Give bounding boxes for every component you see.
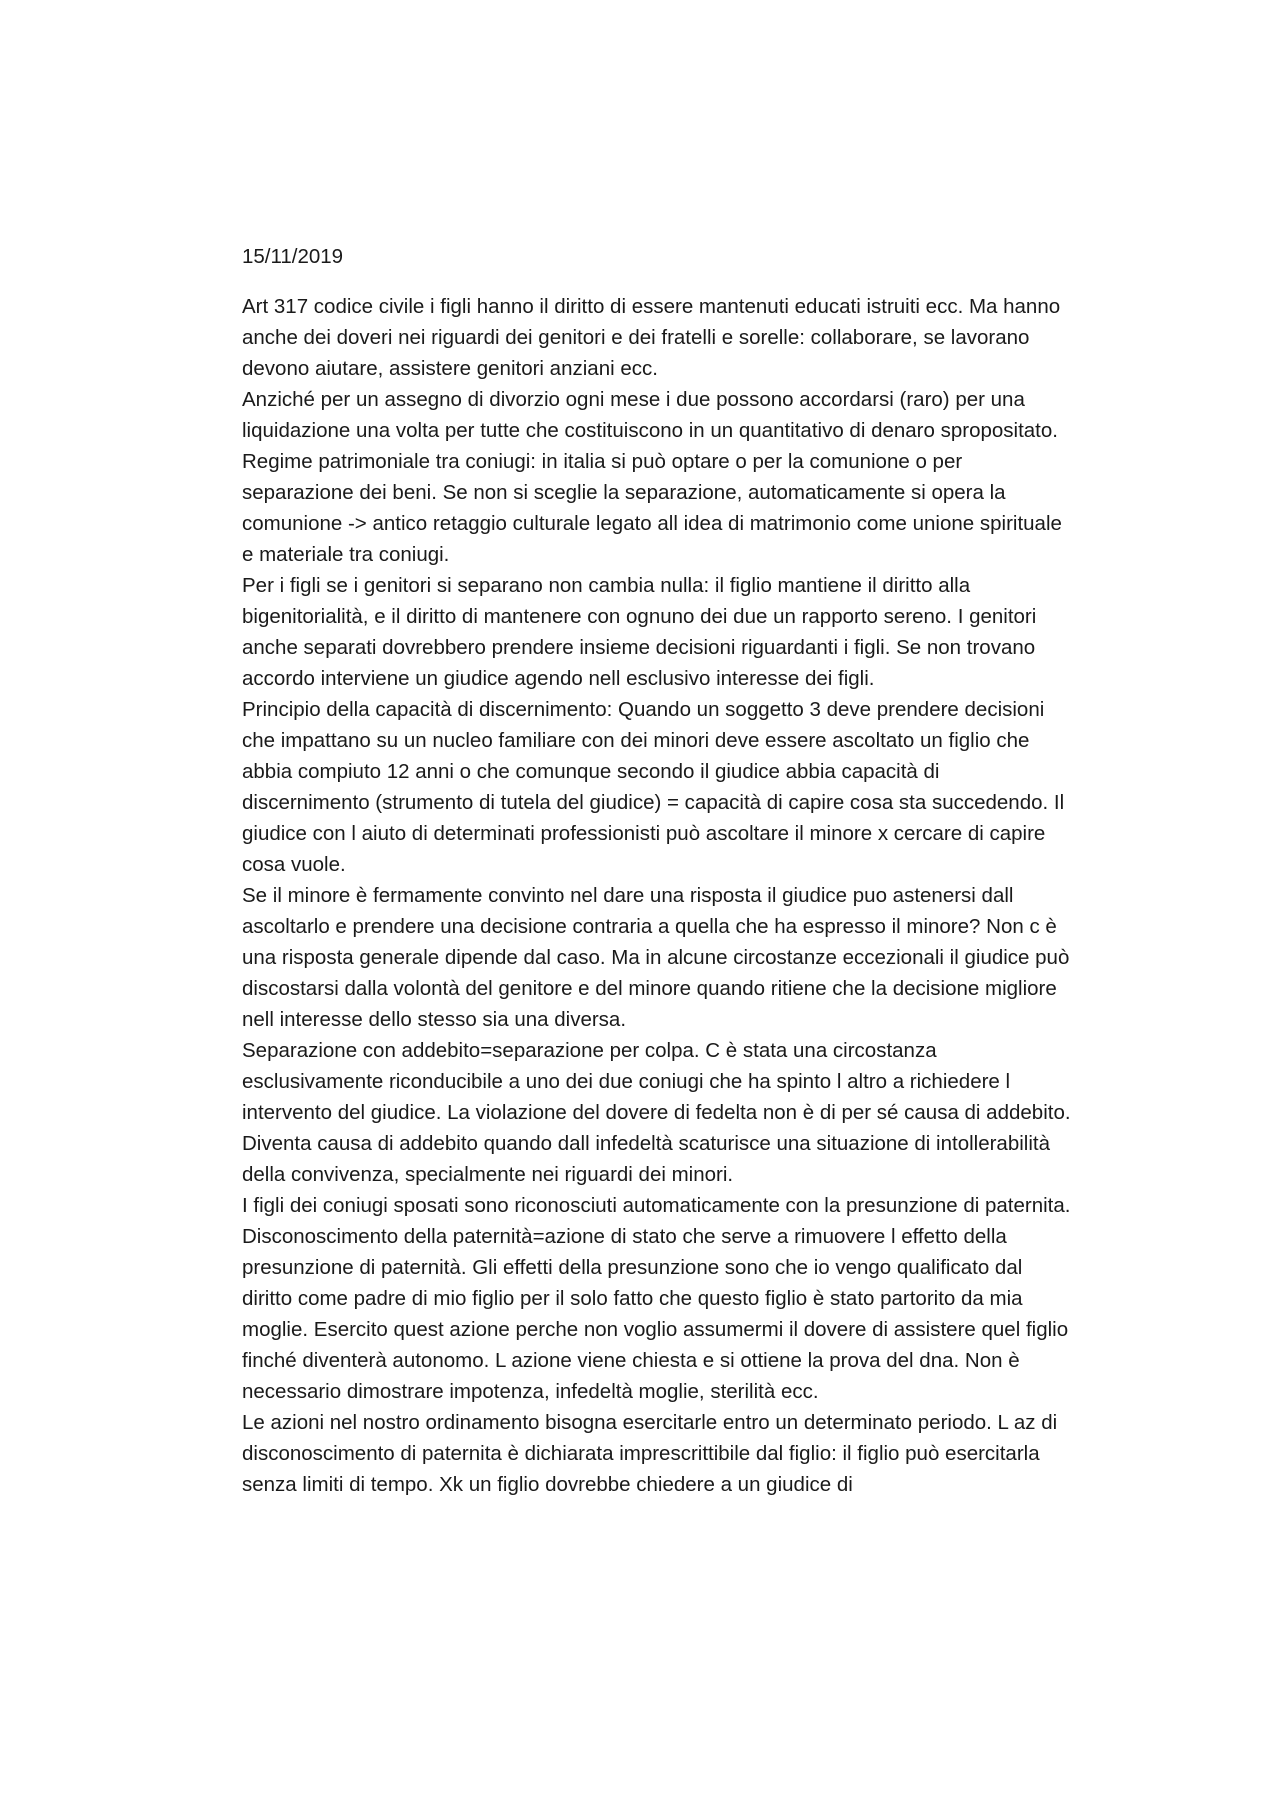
- paragraph-discernment: Principio della capacità di discernimento: Quando un soggetto 3 deve prendere decisioni che impattano su un nucleo familiare con dei minori deve essere ascoltato un figlio che abbia compiuto 12 anni o che comunque secondo il giudice abbia capacità di discernimento (strumento di tutela del giudice) = capacità di capire cosa sta succedendo. Il giudice con l aiuto di determinati professionisti può ascoltare il minore x cercare di capire cosa vuole.: [242, 698, 1065, 876]
- document-body: [242, 241, 1072, 1500]
- paragraph-limitation-period: Le azioni nel nostro ordinamento bisogna esercitarle entro un determinato periodo. L az di disconoscimento di paternita è dichiarata imprescrittibile dal figlio: il figlio può esercitarla senza limiti di tempo. Xk un figlio dovrebbe chiedere a un giudice di: [242, 1411, 1058, 1496]
- paragraph-children-rights: Art 317 codice civile i figli hanno il diritto di essere mantenuti educati istruiti ecc. Ma hanno anche dei doveri nei riguardi dei genitori e dei fratelli e sorelle: collaborare, se lavorano devono aiutare, assistere genitori anziani ecc.: [242, 295, 1061, 380]
- paragraph-biparenting: Per i figli se i genitori si separano non cambia nulla: il figlio mantiene il diritto alla bigenitorialità, e il diritto di mantenere con ognuno dei due un rapporto sereno. I genitori anche separati dovrebbero prendere insieme decisioni riguardanti i figli. Se non trovano accordo interviene un giudice agendo nell esclusivo interesse dei figli.: [242, 574, 1037, 690]
- paragraph-paternity-disavowal: I figli dei coniugi sposati sono riconosciuti automaticamente con la presunzione di paternita. Disconoscimento della paternità=azione di stato che serve a rimuovere l effetto della presunzione di paternità. Gli effetti della presunzione sono che io vengo qualificato dal diritto come padre di mio figlio per il solo fatto che questo figlio è stato partorito da mia moglie. Esercito quest azione perche non voglio assumermi il dovere di assistere quel figlio finché diventerà autonomo. L azione viene chiesta e si ottiene la prova del dna. Non è necessario dimostrare impotenza, infedeltà moglie, sterilità ecc.: [242, 1194, 1071, 1403]
- paragraph-separation-fault: Separazione con addebito=separazione per colpa. C è stata una circostanza esclusivamente riconducibile a uno dei due coniugi che ha spinto l altro a richiedere l intervento del giudice. La violazione del dovere di fedelta non è di per sé causa di addebito. Diventa causa di addebito quando dall infedeltà scaturisce una situazione di intollerabilità della convivenza, specialmente nei riguardi dei minori.: [242, 1039, 1071, 1186]
- document-date: 15/11/2019: [242, 245, 344, 268]
- paragraph-property-regime: Regime patrimoniale tra coniugi: in italia si può optare o per la comunione o per separazione dei beni. Se non si sceglie la separazione, automaticamente si opera la comunione -> antico retaggio culturale legato all idea di matrimonio come unione spirituale e materiale tra coniugi.: [242, 450, 1062, 566]
- paragraph-minor-will: Se il minore è fermamente convinto nel dare una risposta il giudice puo astenersi dall ascoltarlo e prendere una decisione contraria a quella che ha espresso il minore? Non c è una risposta generale dipende dal caso. Ma in alcune circostanze eccezionali il giudice può discostarsi dalla volontà del genitore e del minore quando ritiene che la decisione migliore nell interesse dello stesso sia una diversa.: [242, 884, 1070, 1031]
- paragraph-divorce-settlement: Anziché per un assegno di divorzio ogni mese i due possono accordarsi (raro) per una liquidazione una volta per tutte che costituiscono in un quantitativo di denaro spropositato.: [242, 388, 1058, 442]
